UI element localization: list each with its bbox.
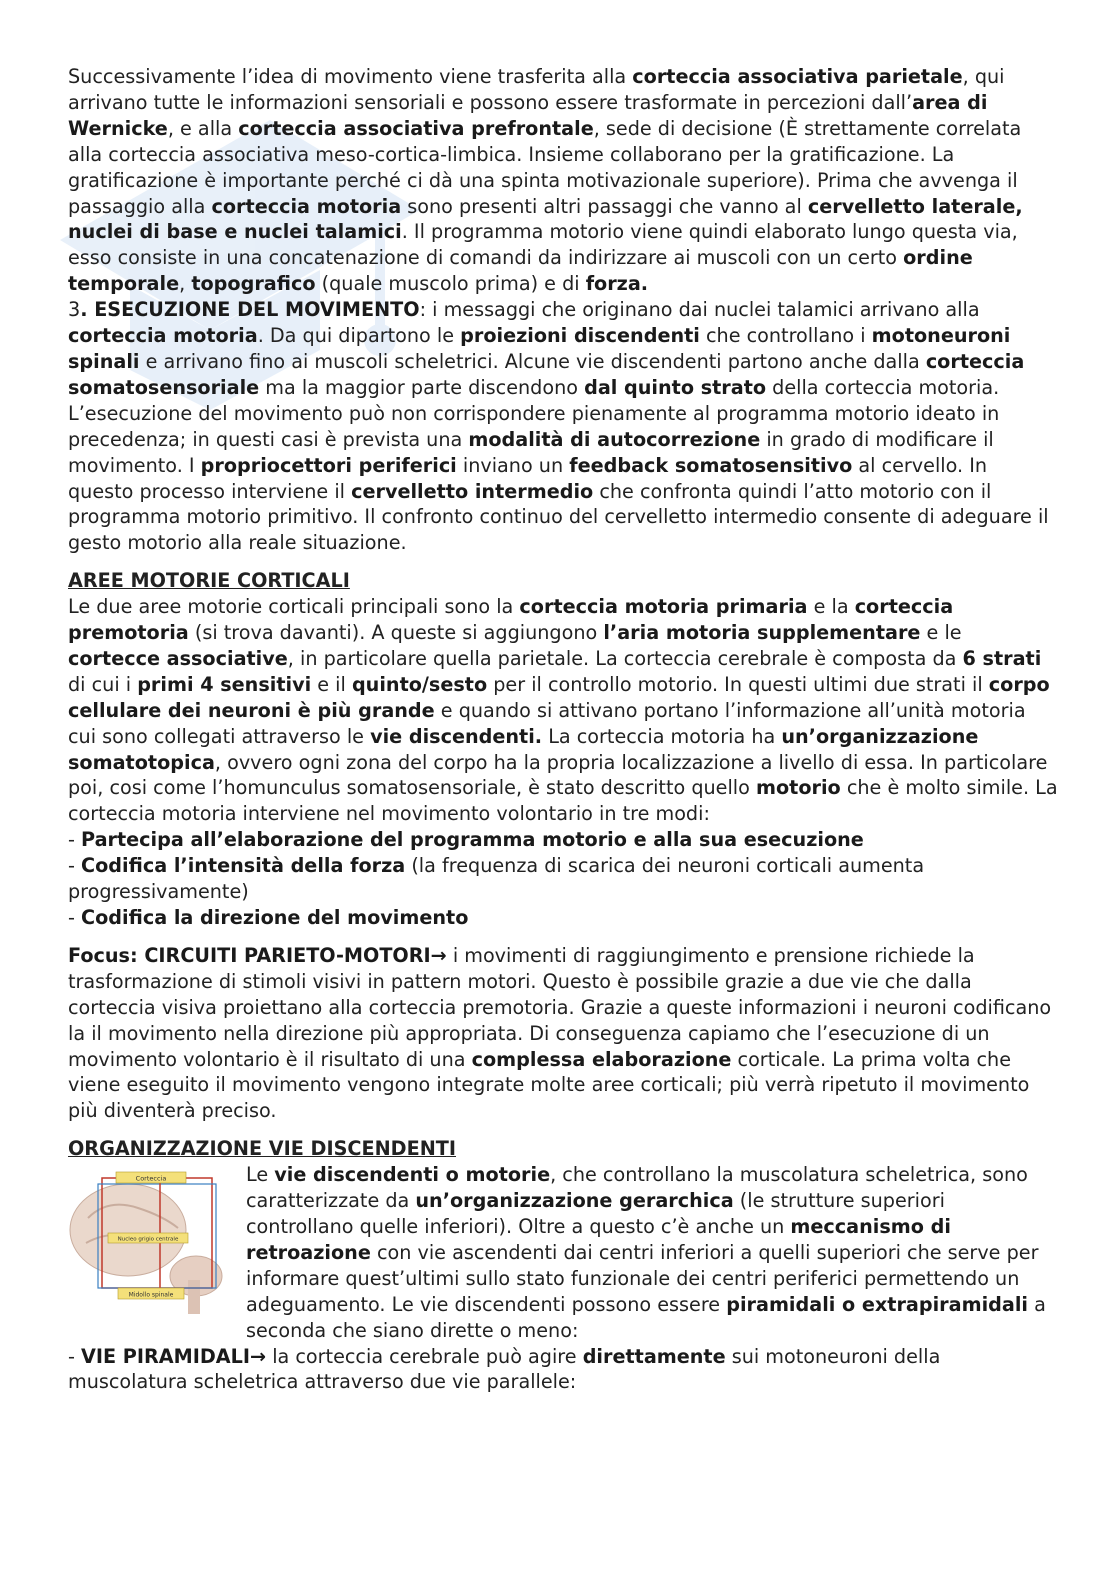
- paragraph-aree-motorie: Le due aree motorie corticali principali sono la corteccia motoria primaria e la corteccia premotoria (si trova davanti). A queste si aggiungono l’aria motoria supplementare e le cortecce associative, in particolare quella parietale. La corteccia cerebrale è composta da 6 strati di cui i primi 4 sensitivi e il quinto/sesto per il controllo motorio. In questi ultimi due strati il corpo cellulare dei neuroni è più grande e quando si attivano portano l’informazione all’unità motoria cui sono collegati attraverso le vie discendenti. La corteccia motoria ha un’organizzazione somatotopica, ovvero ogni zona del corpo ha la propria localizzazione a livello di essa. In particolare poi, cosi come l’homunculus somatosensoriale, è stato descritto quello motorio che è molto simile. La corteccia motoria interviene nel movimento volontario in tre modi:: [68, 595, 1058, 826]
- document-body: [68, 64, 1058, 1395]
- arrow-right-icon: →: [430, 943, 447, 967]
- figure-row: [68, 1162, 1058, 1343]
- paragraph-vie-piramidali: - VIE PIRAMIDALI→ la corteccia cerebrale può agire direttamente sui motoneuroni della muscolatura scheletrica attraverso due vie parallele:: [68, 1344, 941, 1394]
- figure-label-bottom: Midollo spinale: [128, 1291, 174, 1299]
- heading-vie-discendenti: ORGANIZZAZIONE VIE DISCENDENTI: [68, 1137, 456, 1161]
- brain-diagram-figure: [68, 1168, 234, 1316]
- heading-aree-motorie: AREE MOTORIE CORTICALI: [68, 569, 350, 593]
- figure-label-mid: Nucleo grigio centrale: [117, 1236, 179, 1243]
- brain-shape: [70, 1184, 186, 1276]
- figure-label-top: Corteccia: [135, 1174, 167, 1183]
- list-item: - Partecipa all’elaborazione del programma motorio e alla sua esecuzione: [68, 828, 864, 852]
- list-item: - Codifica la direzione del movimento: [68, 906, 469, 929]
- paragraph-esecuzione-movimento: 3. ESECUZIONE DEL MOVIMENTO: i messaggi che originano dai nuclei talamici arrivano alla corteccia motoria. Da qui dipartono le proiezioni discendenti che controllano i motoneuroni spinali e arrivano fino ai muscoli scheletrici. Alcune vie discendenti partono anche dalla corteccia somatosensoriale ma la maggior parte discendono dal quinto strato della corteccia motoria. L’esecuzione del movimento può non corrispondere pienamente al programma motorio ideato in precedenza; in questi casi è prevista una modalità di autocorrezione in grado di modificare il movimento. I propriocettori periferici inviano un feedback somatosensitivo al cervello. In questo processo interviene il cervelletto intermedio che confronta quindi l’atto motorio con il programma motorio primitivo. Il confronto continuo del cervelletto intermedio consente di adeguare il gesto motorio alla reale situazione.: [68, 298, 1049, 555]
- paragraph-corteccia-associativa: Successivamente l’idea di movimento viene trasferita alla corteccia associativa parietale, qui arrivano tutte le informazioni sensoriali e possono essere trasformate in percezioni dall’area di Wernicke, e alla corteccia associativa prefrontale, sede di decisione (È strettamente correlata alla corteccia associativa meso-cortica-limbica. Insieme collaborano per la gratificazione. La gratificazione è importante perché ci dà una spinta motivazionale superiore). Prima che avvenga il passaggio alla corteccia motoria sono presenti altri passaggi che vanno al cervelletto laterale, nuclei di base e nuclei talamici. Il programma motorio viene quindi elaborato lungo questa via, esso consiste in una concatenazione di comandi da indirizzare ai muscoli con un certo ordine temporale, topografico (quale muscolo prima) e di forza.: [68, 65, 1023, 296]
- paragraph-vie-discendenti: Le vie discendenti o motorie, che controllano la muscolatura scheletrica, sono caratterizzate da un’organizzazione gerarchica (le strutture superiori controllano quelle inferiori). Oltre a questo c’è anche un meccanismo di retroazione con vie ascendenti dai centri inferiori a quelli superiori che serve per informare quest’ultimi sullo stato funzionale dei centri periferici permettendo un adeguamento. Le vie discendenti possono essere piramidali o extrapiramidali a seconda che siano dirette o meno:: [246, 1163, 1046, 1342]
- arrow-right-icon: →: [250, 1344, 267, 1368]
- list-item: - Codifica l’intensità della forza (la frequenza di scarica dei neuroni corticali aumenta progressivamente): [68, 854, 925, 904]
- paragraph-focus-circuiti: Focus: CIRCUITI PARIETO-MOTORI→ i movimenti di raggiungimento e prensione richiede la trasformazione di stimoli visivi in pattern motori. Questo è possibile grazie a due vie che dalla corteccia visiva proiettano alla corteccia premotoria. Grazie a queste informazioni i neuroni codificano la il movimento nella direzione più appropriata. Di conseguenza capiamo che l’esecuzione di un movimento volontario è il risultato di una complessa elaborazione corticale. La prima volta che viene eseguito il movimento vengono integrate molte aree corticali; più verrà ripetuto il movimento più diventerà preciso.: [68, 943, 1052, 1123]
